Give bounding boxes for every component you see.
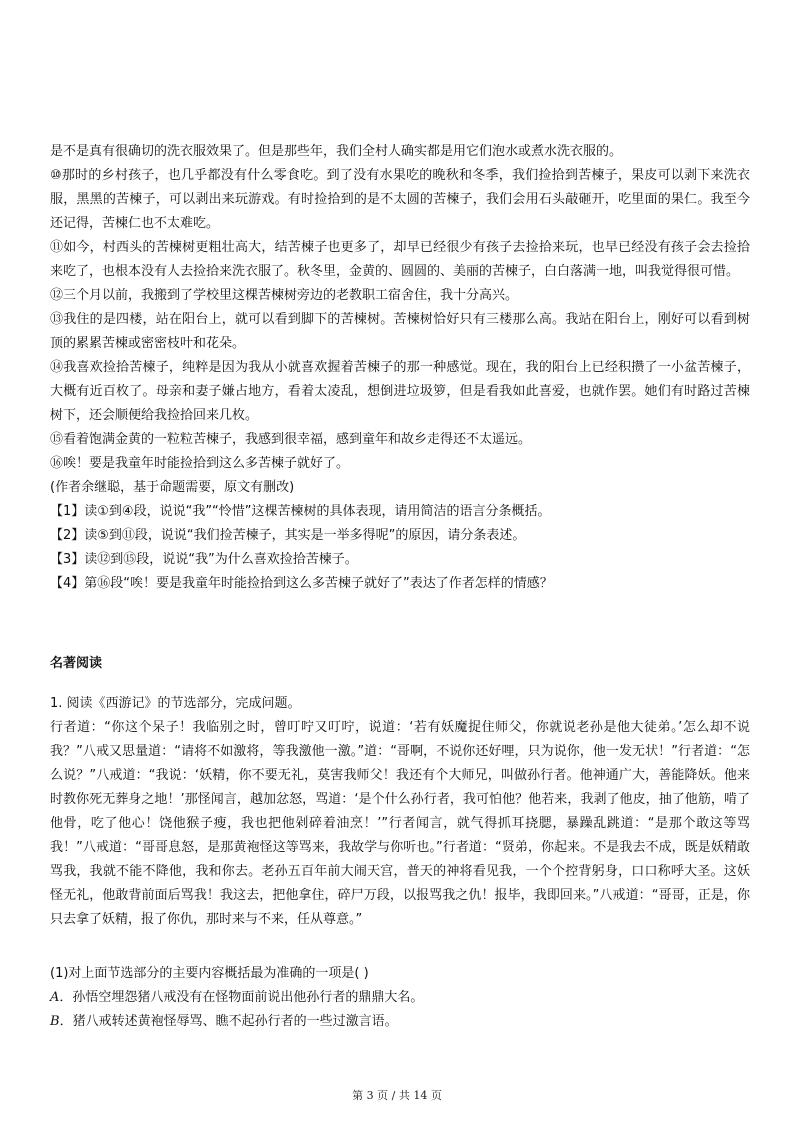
paragraph-10: ⑩那时的乡村孩子，也几乎都没有什么零食吃。到了没有水果吃的晚秋和冬季，我们捡拾到苦楝子，果皮可以剥下来洗衣服，黑黑的苦楝子，可以剥出来玩游戏。有时捡拾到的是不太圆的苦楝子，我们会用石头敲砸开，吃里面的果仁。我至今还记得，苦楝仁也不太难吃。: [50, 168, 750, 231]
paragraph-12: ⑫三个月以前，我搬到了学校里这棵苦楝树旁边的老教职工宿舍住，我十分高兴。: [50, 288, 519, 303]
option-b-text: ．猪八戒转述黄袍怪辱骂、瞧不起孙行者的一些过激言语。: [59, 1014, 398, 1029]
reading-intro-block: [50, 692, 750, 932]
option-b: [50, 1010, 750, 1034]
paragraph-continued: 是不是真有很确切的洗衣服效果了。但是那些年，我们全村人确实都是用它们泡水或煮水洗衣服的。: [50, 144, 623, 159]
reading-intro: 1. 阅读《西游记》的节选部分，完成问题。: [50, 696, 301, 711]
reading-question: (1)对上面节选部分的主要内容概括最为准确的一项是( ): [50, 966, 369, 981]
option-a-letter: A: [50, 990, 60, 1005]
paragraph-15: ⑮看着饱满金黄的一粒粒苦楝子，我感到很幸福，感到童年和故乡走得还不太遥远。: [50, 432, 532, 447]
paragraph-11: ⑪如今，村西头的苦楝树更粗壮高大，结苦楝子也更多了，却早已经很少有孩子去捡拾来玩，也早已经没有孩子会去捡拾来吃了，也根本没有人去捡拾来洗衣服了。秋冬里，金黄的、圆圆的、美丽的苦楝子，白白落满一地，叫我觉得很可惜。: [50, 240, 750, 279]
option-a: [50, 986, 750, 1010]
question-2: 【2】读⑤到⑪段，说说“我们捡苦楝子，其实是一举多得呢”的原因，请分条表述。: [50, 528, 526, 543]
paragraph-14: ⑭我喜欢捡拾苦楝子，纯粹是因为我从小就喜欢握着苦楝子的那一种感觉。现在，我的阳台上已经积攒了一小盆苦楝子，大概有近百枚了。母亲和妻子嫌占地方，看着太凌乱，想倒进垃圾箩，但是看我如此喜爱，也就作罢。她们有时路过苦楝树下，还会顺便给我捡拾回来几枚。: [50, 360, 750, 423]
reading-question-block: [50, 962, 750, 1034]
passage-text: [50, 140, 750, 596]
option-a-text: ．孙悟空埋怨猪八戒没有在怪物面前说出他孙行者的鼎鼎大名。: [59, 990, 424, 1005]
page-footer: 第 3 页 / 共 14 页: [352, 1089, 442, 1102]
question-3: 【3】读⑫到⑮段，说说“我”为什么喜欢捡拾苦楝子。: [50, 552, 358, 567]
reading-excerpt: 行者道：“你这个呆子！我临别之时，曾叮咛又叮咛，说道：‘若有妖魔捉住师父，你就说老孙是他大徒弟。’怎么却不说我？”八戒又思量道：“请将不如激将，等我激他一激。”道：“哥啊，不说你还好哩，只为说你，他一发无状！”行者道：“怎么说？”八戒道：“我说：‘妖精，你不要无礼，莫害我师父！我还有个大师兄，叫做孙行者。他神通广大，善能降妖。他来时教你死无葬身之地！’那怪闻言，越加忿怒，骂道：‘是个什么孙行者，我可怕他？他若来，我剥了他皮，抽了他筋，啃了他骨，吃了他心！饶他猴子瘦，我也把他剁碎着油烹！’”行者闻言，就气得抓耳挠腮，暴躁乱跳道：“是那个敢这等骂我！”八戒道：“哥哥息怒，是那黄袍怪这等骂来，我故学与你听也。”行者道：“贤弟，你起来。不是我去不成，既是妖精敢骂我，我就不能不降他，我和你去。老孙五百年前大闹天宫，普天的神将看见我，一个个控背躬身，口口称呼大圣。这妖怪无礼，他敢背前面后骂我！我这去，把他拿住，碎尸万段，以报骂我之仇！报毕，我即回来。”八戒道：“哥哥，正是，你只去拿了妖精，报了你仇，那时来与不来，任从尊意。”: [50, 720, 750, 927]
question-4: 【4】第⑯段“唉！要是我童年时能捡拾到这么多苦楝子就好了”表达了作者怎样的情感？: [50, 576, 553, 591]
paragraph-13: ⑬我住的是四楼，站在阳台上，就可以看到脚下的苦楝树。苦楝树恰好只有三楼那么高。我站在阳台上，刚好可以看到树顶的累累苦楝或密密枝叶和花朵。: [50, 312, 750, 351]
source-note: (作者余继聪，基于命题需要，原文有删改): [50, 480, 295, 495]
section-title: 名著阅读: [50, 656, 103, 671]
question-1: 【1】读①到④段，说说“我”“怜惜”这棵苦楝树的具体表现，请用简洁的语言分条概括。: [50, 504, 551, 519]
paragraph-16: ⑯唉！要是我童年时能捡拾到这么多苦楝子就好了。: [50, 456, 350, 471]
option-b-letter: B: [50, 1014, 60, 1029]
